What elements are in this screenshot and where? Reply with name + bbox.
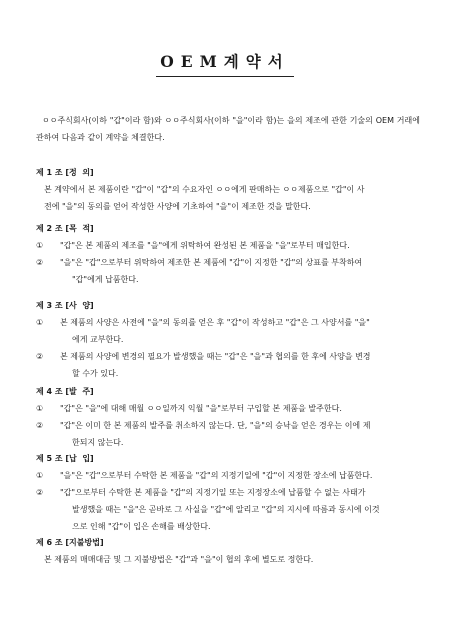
article-5 [36,450,420,535]
clause-item [36,484,420,535]
title-block [0,50,450,77]
article-3 [36,297,420,382]
clause-text-line: "을"은 "갑"으로부터 위탁하여 제조한 본 제품에 "갑"이 지정한 "갑"의 상표를 부착하여 [60,258,363,267]
clause-text-line: 발생했을 때는 "을"은 곧바로 그 사실을 "갑"에 알리고 "갑"의 지시에 따름과 동시에 이것 [72,505,380,514]
article-4 [36,383,420,451]
clause-item [36,417,420,451]
article-heading: 제 6 조 [지불방법] [36,538,104,547]
clause-number: ② [36,421,44,430]
clause-number: ① [36,318,44,327]
intro-paragraph: ㅇㅇ주식회사(이하 "갑"이라 함)와 ㅇㅇ주식회사(이하 "을"이라 함)는 을의 제조에 관한 기술의 OEM 거래에 관하여 다음과 같이 계약을 체결한다. [36,116,420,142]
clause-item [36,348,420,382]
clause-item [36,314,420,348]
article-1 [36,164,420,215]
clause-number: ② [36,488,44,497]
article-text-line: 전에 "을"의 동의를 얻어 작성한 사양에 기초하여 "을"이 제조한 것을 말한다. [44,202,311,211]
clause-number: ① [36,471,44,480]
article-text-line: 본 계약에서 본 제품이란 "갑"이 "갑"의 수요자인 ㅇㅇ에게 판매하는 ㅇㅇ제품으로 "갑"이 사 [44,185,365,194]
clause-number: ② [36,258,44,267]
clause-number: ② [36,352,44,361]
clause-number: ① [36,404,44,413]
clause-text-line: 한되지 않는다. [72,438,124,447]
clause-item [36,400,420,417]
clause-item [36,254,420,288]
clause-text-line: 본 제품의 사양은 사전에 "을"의 동의를 얻은 후 "갑"이 작성하고 "갑"은 그 사양서를 "을" [60,318,370,327]
article-2 [36,220,420,288]
clause-item [36,237,420,254]
article-text-line: 본 제품의 매매대금 및 그 지불방법은 "갑"과 "을"이 협의 후에 별도로 정한다. [44,555,314,564]
article-heading: 제 4 조 [발 주] [36,387,94,396]
clause-text-line: "갑"으로부터 수탁한 본 제품을 "갑"의 지정기일 또는 지정장소에 납품할 수 없는 사태가 [60,488,366,497]
article-heading: 제 2 조 [목 적] [36,224,94,233]
clause-text-line: 에게 교부한다. [72,335,124,344]
clause-text-line: "갑"에게 납품한다. [72,275,139,284]
clause-text-line: "을"은 "갑"으로부터 수탁한 본 제품을 "갑"의 지정기일에 "갑"이 지정한 장소에 납품한다. [60,471,373,480]
article-heading: 제 3 조 [사 양] [36,301,94,310]
article-6 [36,534,420,568]
document-title: OEM계약서 [156,50,293,77]
clause-text-line: "갑"은 이미 한 본 제품의 발주를 취소하지 않는다. 단, "을"의 승낙을 얻은 경우는 이에 제 [60,421,371,430]
clause-text-line: 본 제품의 사양에 변경의 필요가 발생했을 때는 "갑"은 "을"과 협의를 한 후에 사양을 변경 [60,352,371,361]
clause-item [36,467,420,484]
clause-text-line: "갑"은 "을"에 대해 매월 ㅇㅇ일까지 익월 "을"로부터 구입할 본 제품을 발주한다. [60,404,342,413]
clause-text-line: 으로 인해 "갑"이 입은 손해를 배상한다. [72,522,211,531]
article-heading: 제 1 조 [정 의] [36,168,94,177]
clause-text-line: 할 수가 있다. [72,369,119,378]
article-heading: 제 5 조 [납 입] [36,454,94,463]
clause-text-line: "갑"은 본 제품의 제조를 "을"에게 위탁하여 완성된 본 제품을 "을"로부터 매입한다. [60,241,350,250]
clause-number: ① [36,241,44,250]
